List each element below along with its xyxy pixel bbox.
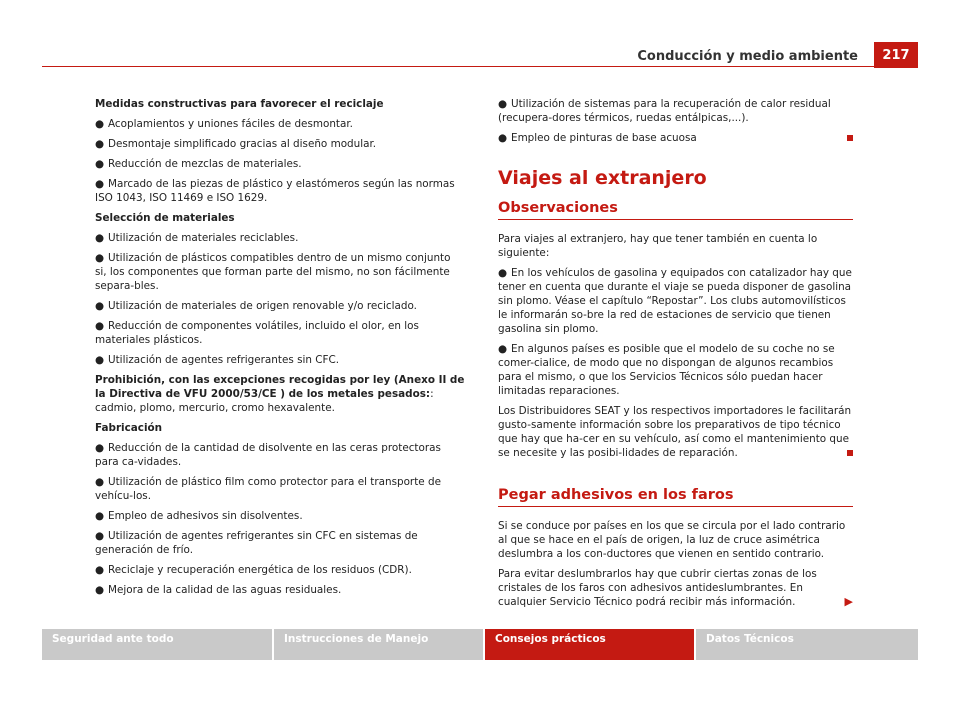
list-item: ● Utilización de agentes refrigerantes sin CFC. — [95, 354, 340, 366]
bullet-icon: ● — [95, 442, 105, 454]
subheading-headlight-stickers: Pegar adhesivos en los faros — [498, 488, 853, 507]
intro-paragraph: Para viajes al extranjero, hay que tener también en cuenta lo siguiente: — [498, 233, 818, 259]
list-item: ● Utilización de plástico film como protector para el transporte de vehícu-los. — [95, 476, 441, 502]
list-item: ● Empleo de adhesivos sin disolventes. — [95, 510, 303, 522]
bullet-icon: ● — [95, 158, 105, 170]
header-rule — [42, 66, 874, 67]
footer-nav — [42, 629, 918, 660]
bullet-icon: ● — [498, 343, 508, 355]
headlight-paragraph-2: Para evitar deslumbrarlos hay que cubrir ciertas zonas de los cristales de los faros con adhesivos antideslumbrantes. En cualquier Servicio Técnico podrá recibir más información. ▶ — [498, 568, 853, 608]
footer-tab-practical-tips[interactable]: Consejos prácticos — [483, 629, 694, 660]
left-column — [95, 97, 465, 603]
bullet-icon: ● — [95, 564, 105, 576]
list-item: ● Utilización de agentes refrigerantes sin CFC en sistemas de generación de frío. — [95, 530, 418, 556]
list-item: ● Empleo de pinturas de base acuosa — [498, 131, 853, 145]
bullet-icon: ● — [95, 232, 105, 244]
bullet-icon: ● — [498, 267, 508, 279]
list-item: ● Reducción de la cantidad de disolvente en las ceras protectoras para ca-vidades. — [95, 442, 441, 468]
prohibition-paragraph — [95, 373, 465, 415]
list-item: ● En los vehículos de gasolina y equipados con catalizador hay que tener en cuenta que durante el viaje se pueda disponer de gasolina sin plomo. Véase el capítulo “Repostar”. Los clubs automovilísticos le informarán so-bre la red de estaciones de servicio que tienen gasolina sin plomo. — [498, 267, 852, 335]
list-item: ● Desmontaje simplificado gracias al diseño modular. — [95, 138, 377, 150]
bullet-icon: ● — [95, 510, 105, 522]
bullet-icon: ● — [95, 530, 105, 542]
bullet-icon: ● — [95, 178, 105, 190]
bullet-icon: ● — [95, 320, 105, 332]
list-item: ● Utilización de materiales reciclables. — [95, 232, 299, 244]
footer-tab-operating-instructions[interactable]: Instrucciones de Manejo — [272, 629, 483, 660]
chapter-heading: Viajes al extranjero — [498, 167, 707, 189]
list-item: ● Mejora de la calidad de las aguas residuales. — [95, 584, 342, 596]
bullet-icon: ● — [95, 118, 105, 130]
continue-arrow-icon: ▶ — [844, 595, 853, 608]
bullet-icon: ● — [95, 138, 105, 150]
list-item: ● Utilización de plásticos compatibles dentro de un mismo conjunto si, los componentes que forman parte del mismo, no son fácilmente separa-bles. — [95, 252, 451, 292]
distributors-paragraph: Los Distribuidores SEAT y los respectivos importadores le facilitarán gusto-samente información sobre los preparativos de tipo técnico que hay que ha-cer en su vehículo, así como el mantenimiento que se necesite y las posibi-lidades de reparación. — [498, 405, 852, 459]
bullet-icon: ● — [95, 252, 105, 264]
section-end-marker-icon — [847, 450, 853, 456]
subheading-observations: Observaciones — [498, 201, 853, 220]
list-item: ● Reducción de mezclas de materiales. — [95, 158, 302, 170]
list-item: ● Acoplamientos y uniones fáciles de desmontar. — [95, 118, 353, 130]
section-end-marker-icon — [847, 135, 853, 141]
list-item: ● En algunos países es posible que el modelo de su coche no se comer-cialice, de modo que no dispongan de algunos recambios para el mismo, o que los Servicios Técnicos sólo puedan hacer limitadas reparaciones. — [498, 343, 835, 397]
footer-tab-safety[interactable]: Seguridad ante todo — [42, 629, 272, 660]
page-number: 217 — [874, 42, 918, 68]
section-title-recycling: Medidas constructivas para favorecer el reciclaje — [95, 98, 384, 110]
list-item: ● Reducción de componentes volátiles, incluido el olor, en los materiales plásticos. — [95, 320, 419, 346]
headlight-paragraph-1: Si se conduce por países en los que se circula por el lado contrario al que se hace en el país de origen, la luz de cruce asimétrica deslumbra a los con-ductores que vienen en sentido contrario. — [498, 520, 846, 560]
bullet-icon: ● — [498, 132, 508, 144]
running-header-title: Conducción y medio ambiente — [637, 49, 858, 64]
bullet-icon: ● — [95, 300, 105, 312]
bullet-icon: ● — [95, 354, 105, 366]
section-title-materials: Selección de materiales — [95, 212, 235, 224]
prohibition-text: : cadmio, plomo, mercurio, cromo hexavalente. — [95, 388, 434, 414]
footer-tab-technical-data[interactable]: Datos Técnicos — [694, 629, 918, 660]
bullet-icon: ● — [498, 98, 508, 110]
bullet-icon: ● — [95, 584, 105, 596]
list-item: ● Utilización de materiales de origen renovable y/o reciclado. — [95, 300, 417, 312]
right-column — [498, 97, 853, 615]
prohibition-bold: Prohibición, con las excepciones recogidas por ley (Anexo II de la Directiva de VFU 2000/53/CE ) de los metales pesados: — [95, 374, 465, 400]
list-item: ● Marcado de las piezas de plástico y elastómeros según las normas ISO 1043, ISO 11469 e ISO 1629. — [95, 178, 455, 204]
list-item: ● Reciclaje y recuperación energética de los residuos (CDR). — [95, 564, 412, 576]
list-item: ● Utilización de sistemas para la recuperación de calor residual (recupera-dores térmicos, ruedas entálpicas,...). — [498, 98, 831, 124]
section-title-manufacturing: Fabricación — [95, 422, 163, 434]
bullet-icon: ● — [95, 476, 105, 488]
